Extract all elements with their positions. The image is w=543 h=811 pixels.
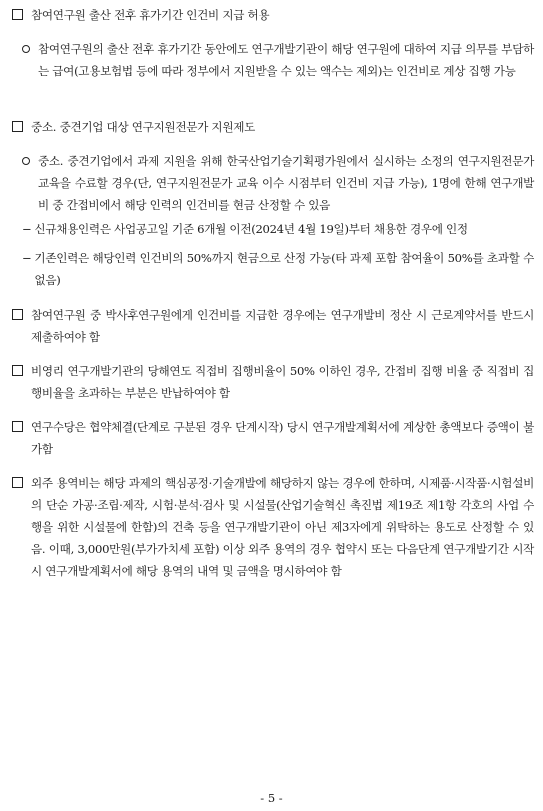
heading-text: 중소. 중견기업 대상 연구지원전문가 지원제도 xyxy=(31,120,256,134)
dash-marker: − xyxy=(22,251,32,265)
checkbox-square-icon xyxy=(12,365,23,376)
bullet-research-support xyxy=(22,150,534,216)
section-text: 비영리 연구개발기관의 당해연도 직접비 집행비율이 50% 이하인 경우, 간접비 집행 비율 중 직접비 집행비율을 초과하는 부분은 반납하여야 함 xyxy=(31,364,534,400)
checkbox-square-icon xyxy=(12,121,23,132)
bullet-text: 중소. 중견기업에서 과제 지원을 위해 한국산업기술기획평가원에서 실시하는 소정의 연구지원전문가 교육을 수료할 경우(단, 연구지원전문가 교육 이수 시점부터 인건비 지급 가능), 1명에 한해 연구개발비 중 간접비에서 해당 인력의 인건비를 현금 산정할 수 있음 xyxy=(38,154,534,212)
section-maternity-leave-heading xyxy=(12,4,534,26)
section-outsourcing xyxy=(12,472,534,582)
section-nonprofit xyxy=(12,360,534,404)
page-number: - 5 - xyxy=(260,791,283,805)
heading-text: 참여연구원 출산 전후 휴가기간 인건비 지급 허용 xyxy=(31,8,270,22)
section-postdoc xyxy=(12,304,534,348)
checkbox-square-icon xyxy=(12,421,23,432)
dash-marker: − xyxy=(22,222,32,236)
bullet-circle-icon xyxy=(22,157,30,165)
dash-item-new-hires xyxy=(22,218,534,240)
checkbox-square-icon xyxy=(12,309,23,320)
checkbox-square-icon xyxy=(12,477,23,488)
bullet-circle-icon xyxy=(22,45,30,53)
section-text: 참여연구원 중 박사후연구원에게 인건비를 지급한 경우에는 연구개발비 정산 시 근로계약서를 반드시 제출하여야 함 xyxy=(31,308,534,344)
section-text: 외주 용역비는 해당 과제의 핵심공정·기술개발에 해당하지 않는 경우에 한하며, 시제품·시작품·시험설비의 단순 가공·조립·제작, 시험·분석·검사 및 시설물(산업기술혁신 촉진법 제19조 제1항 각호의 사업 수행을 위한 시설물에 한함)의 건축 등을 연구개발기관이 아닌 제3자에게 위탁하는 용도로 산정할 수 있음. 이때, 3,000만원(부가가치세 포함) 이상 외주 용역의 경우 협약시 또는 다음단계 연구개발기간 시작시 연구개발계획서에 해당 용역의 내역 및 금액을 명시하여야 함 xyxy=(31,476,534,578)
section-text: 연구수당은 협약체결(단계로 구분된 경우 단계시작) 당시 연구개발계획서에 계상한 총액보다 증액이 불가함 xyxy=(31,420,534,456)
checkbox-square-icon xyxy=(12,9,23,20)
bullet-maternity-leave xyxy=(22,38,534,82)
section-research-support-heading xyxy=(12,116,534,138)
dash-text: 신규채용인력은 사업공고일 기준 6개월 이전(2024년 4월 19일)부터 채용한 경우에 인정 xyxy=(34,222,468,236)
bullet-text: 참여연구원의 출산 전후 휴가기간 동안에도 연구개발기관이 해당 연구원에 대하여 지급 의무를 부담하는 급여(고용보험법 등에 따라 정부에서 지원받을 수 있는 액수는 제외)는 인건비로 계상 집행 가능 xyxy=(38,42,534,78)
section-research-allowance xyxy=(12,416,534,460)
dash-item-existing-staff xyxy=(22,247,534,291)
dash-text: 기존인력은 해당인력 인건비의 50%까지 현금으로 산정 가능(타 과제 포함 참여율이 50%를 초과할 수 없음) xyxy=(34,251,534,287)
